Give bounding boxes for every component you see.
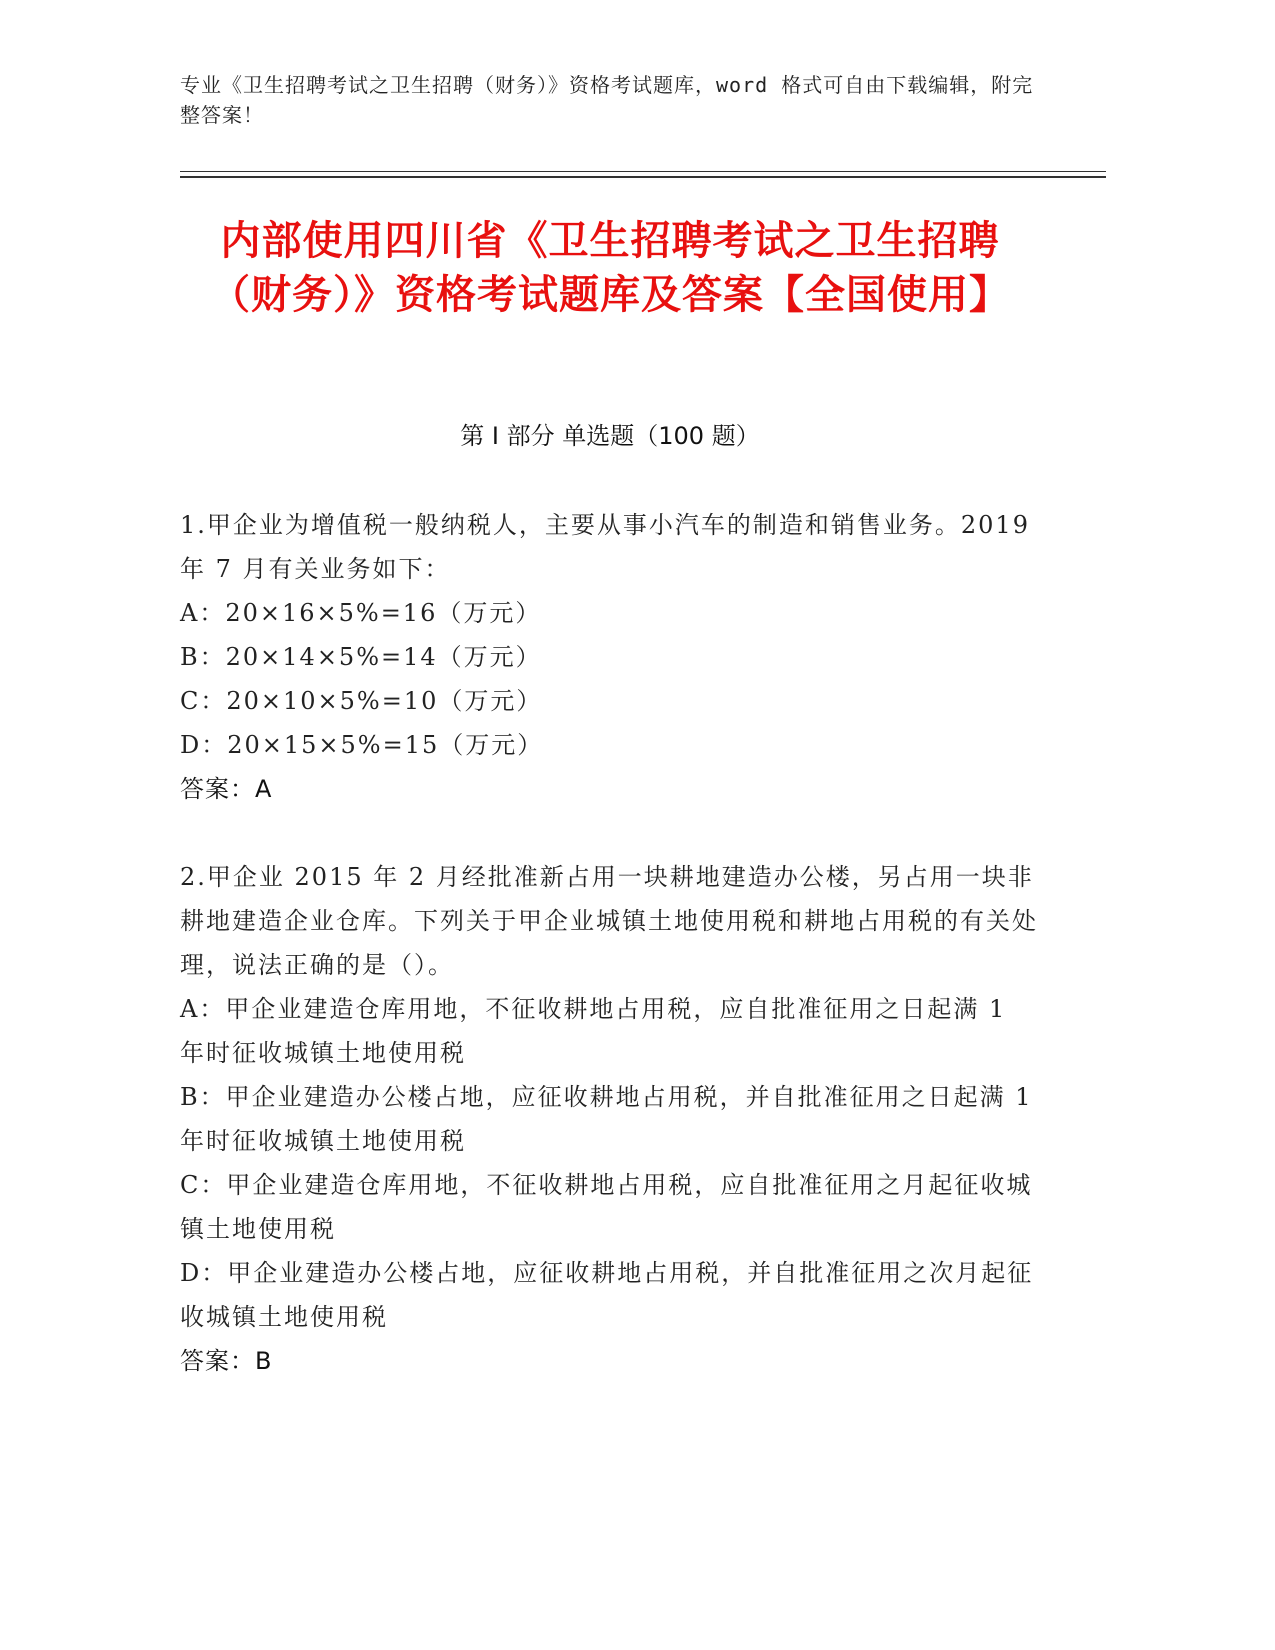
option-d: D：甲企业建造办公楼占地，应征收耕地占用税，并自批准征用之次月起征收城镇土地使用税 <box>180 1259 1034 1331</box>
answer-line: 答案：B <box>180 1347 273 1375</box>
option-a: A：甲企业建造仓库用地，不征收耕地占用税，应自批准征用之日起满 1 年时征收城镇土地使用税 <box>180 995 1007 1067</box>
answer-line: 答案：A <box>180 775 273 803</box>
option-a: A：20×16×5%=16（万元） <box>180 599 542 627</box>
option-c: C：甲企业建造仓库用地，不征收耕地占用税，应自批准征用之月起征收城镇土地使用税 <box>180 1171 1033 1243</box>
header-divider-thick <box>180 176 1106 178</box>
document-title: 内部使用四川省《卫生招聘考试之卫生招聘（财务）》资格考试题库及答案【全国使用】 <box>210 218 1010 318</box>
header-note: 专业《卫生招聘考试之卫生招聘（财务）》资格考试题库，word 格式可自由下载编辑，附完整答案！ <box>180 73 1034 127</box>
option-c: C：20×10×5%=10（万元） <box>180 687 543 715</box>
option-b: B：20×14×5%=14（万元） <box>180 643 542 671</box>
question-item <box>180 855 1040 1383</box>
question-list <box>180 503 1040 1427</box>
header-divider-thin <box>180 171 1106 172</box>
option-d: D：20×15×5%=15（万元） <box>180 731 544 759</box>
question-stem: 2.甲企业 2015 年 2 月经批准新占用一块耕地建造办公楼，另占用一块非耕地建造企业仓库。下列关于甲企业城镇土地使用税和耕地占用税的有关处理，说法正确的是（）。 <box>180 863 1038 979</box>
question-stem: 1.甲企业为增值税一般纳税人，主要从事小汽车的制造和销售业务。2019 年 7 月有关业务如下： <box>180 511 1030 583</box>
section-heading: 第 I 部分 单选题（100 题） <box>460 422 760 450</box>
question-item <box>180 503 1040 811</box>
option-b: B：甲企业建造办公楼占地，应征收耕地占用税，并自批准征用之日起满 1 年时征收城镇土地使用税 <box>180 1083 1033 1155</box>
